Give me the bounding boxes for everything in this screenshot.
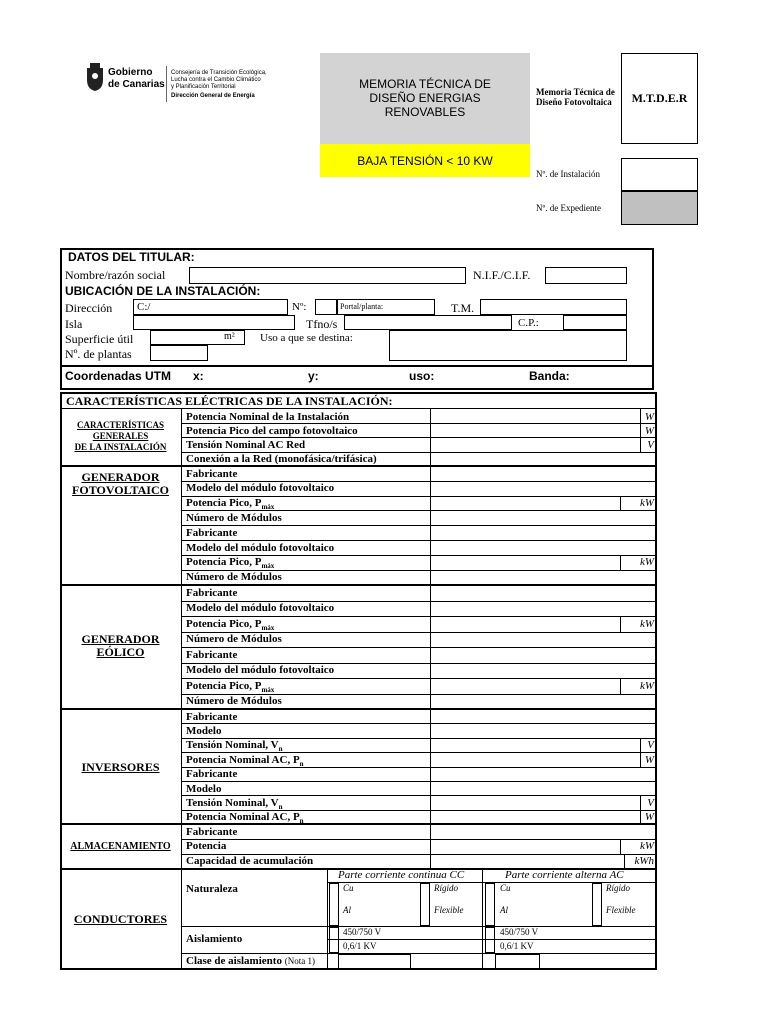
value-field[interactable]: [430, 601, 657, 617]
wind-label: GENERADOR EÓLICO: [81, 632, 160, 659]
row-label: Fabricante: [186, 768, 238, 781]
row-label: Fabricante: [186, 467, 238, 480]
row-label: Modelo del módulo fotovoltaico: [186, 482, 335, 495]
row-label: Potencia Nominal AC, $P_n$: [186, 753, 304, 768]
value-field[interactable]: [430, 525, 657, 540]
value-field[interactable]: [430, 481, 657, 496]
value-field[interactable]: [430, 752, 657, 766]
value-field[interactable]: [430, 585, 657, 601]
use-label: Uso a que se destina:: [260, 332, 353, 344]
dc-type-checkbox[interactable]: [420, 883, 430, 926]
row-label: Potencia: [186, 840, 227, 853]
unit-label: W: [644, 811, 654, 824]
name-field[interactable]: [189, 267, 466, 284]
unit-label: W: [644, 424, 654, 437]
nature-label: Naturaleza: [186, 883, 238, 895]
value-field[interactable]: [430, 854, 657, 869]
cp-field[interactable]: [563, 315, 627, 330]
row-label: Capacidad de acumulación: [186, 855, 314, 868]
phone-label: Tfno/s: [306, 317, 338, 331]
row-label: Fabricante: [186, 710, 238, 723]
holder-title: DATOS DEL TITULAR:: [68, 250, 195, 264]
row-label: Modelo: [186, 782, 222, 795]
dc-cu-label: Cu: [343, 883, 354, 893]
row-label: Potencia Pico, $P_{máx}$: [186, 497, 275, 512]
value-field[interactable]: [430, 678, 657, 694]
ac-material-checkbox[interactable]: [485, 883, 495, 926]
use-field[interactable]: [389, 330, 627, 361]
conductors-label: CONDUCTORES: [73, 912, 168, 926]
value-field[interactable]: [430, 510, 657, 525]
tm-label: T.M.: [451, 301, 475, 315]
title-line2: DISEÑO ENERGIAS: [369, 91, 481, 105]
value-field[interactable]: [430, 570, 657, 585]
ac-type-checkbox[interactable]: [592, 883, 602, 926]
row-label: Tensión Nominal, $V_n$: [186, 739, 283, 754]
name-label: Nombre/razón social: [65, 268, 166, 282]
ac-flexible-label: Flexible: [606, 905, 636, 915]
unit-label: kW: [639, 679, 654, 692]
dept-line3: y Planificación Territorial: [171, 84, 236, 90]
row-label: Fabricante: [186, 586, 238, 599]
dept-line2: Lucha contra el Cambio Climático: [171, 77, 261, 83]
unit-label: W: [644, 753, 654, 766]
ac-ins-450: 450/750 V: [500, 927, 539, 937]
number-label: Nº:: [292, 301, 307, 313]
title-line3: RENOVABLES: [384, 105, 466, 119]
class-label: Clase de aislamiento (Nota 1): [186, 955, 315, 967]
row-label: Potencia Nominal AC, $P_n$: [186, 811, 304, 826]
area-unit: m²: [224, 331, 235, 342]
unit-label: kW: [639, 556, 654, 569]
row-label: Potencia Pico, $P_{máx}$: [186, 556, 275, 571]
subtitle: BAJA TENSIÓN < 10 KW: [357, 154, 493, 168]
value-field[interactable]: [430, 555, 657, 570]
value-field[interactable]: [430, 738, 657, 752]
inverters-label: INVERSORES: [81, 760, 160, 774]
value-field[interactable]: [430, 409, 657, 423]
nif-label: N.I.F./C.I.F.: [473, 268, 531, 282]
dc-ins-450: 450/750 V: [343, 927, 382, 937]
row-label: Número de Módulos: [186, 695, 282, 707]
address-prefix: C:/: [137, 301, 151, 313]
value-field[interactable]: [430, 723, 657, 737]
island-label: Isla: [65, 317, 83, 331]
value-field[interactable]: [430, 781, 657, 795]
dc-material-checkbox[interactable]: [329, 883, 339, 926]
unit-label: W: [644, 410, 654, 423]
value-field[interactable]: [430, 452, 657, 466]
utm-band-label: Banda:: [529, 369, 570, 383]
logo-name-line1: Gobierno: [108, 67, 153, 78]
unit-label: kW: [639, 497, 654, 510]
pv-label: GENERADOR FOTOVOLTAICO: [72, 470, 169, 497]
dc-ins-06: 0,6/1 KV: [343, 941, 377, 951]
row-label: Modelo del módulo fotovoltaico: [186, 664, 335, 676]
row-label: Modelo del módulo fotovoltaico: [186, 602, 335, 614]
value-field[interactable]: [430, 423, 657, 437]
doc-label-line1: Memoria Técnica de: [536, 87, 615, 97]
doc-label-line2: Diseño Fotovoltaica: [536, 97, 612, 107]
value-field[interactable]: [430, 663, 657, 679]
unit-label: kWh: [634, 855, 654, 868]
code: M.T.D.E.R: [631, 91, 688, 105]
utm-y-label: y:: [308, 369, 319, 383]
electrical-title: CARACTERÍSTICAS ELÉCTRICAS DE LA INSTALACIÓN:: [66, 394, 393, 408]
value-field[interactable]: [430, 839, 657, 854]
tm-field[interactable]: [480, 299, 627, 315]
ac-al-label: Al: [500, 905, 508, 915]
dc-insulation-checkbox[interactable]: [329, 927, 339, 953]
address-label: Dirección: [65, 301, 113, 315]
floors-field[interactable]: [150, 345, 208, 361]
ac-header: Parte corriente alterna AC: [505, 869, 624, 881]
nif-field[interactable]: [545, 267, 627, 284]
row-label: Fabricante: [186, 526, 238, 539]
unit-label: kW: [639, 617, 654, 630]
utm-zone-label: uso:: [409, 369, 435, 383]
dc-al-label: Al: [343, 905, 351, 915]
ac-insulation-checkbox[interactable]: [485, 927, 495, 953]
value-field[interactable]: [430, 767, 657, 781]
ac-rigid-label: Rígido: [606, 883, 630, 893]
number-field[interactable]: [315, 299, 337, 315]
ac-cu-label: Cu: [500, 883, 511, 893]
row-label: Número de Módulos: [186, 633, 282, 645]
island-field[interactable]: [133, 315, 295, 330]
row-label: Número de Módulos: [186, 571, 282, 584]
location-title: UBICACIÓN DE LA INSTALACIÓN:: [65, 284, 261, 298]
value-field[interactable]: [430, 824, 657, 839]
phone-field[interactable]: [344, 315, 512, 330]
dc-flexible-label: Flexible: [434, 905, 464, 915]
value-field[interactable]: [430, 616, 657, 632]
portal-label: Portal/planta:: [340, 302, 384, 311]
unit-label: V: [647, 796, 654, 809]
row-label: Modelo del módulo fotovoltaico: [186, 541, 335, 554]
value-field[interactable]: [430, 647, 657, 663]
installation-no-field[interactable]: [621, 158, 698, 191]
ac-ins-06: 0,6/1 KV: [500, 941, 534, 951]
ac-class-field[interactable]: [495, 954, 540, 969]
row-label: Modelo: [186, 724, 222, 737]
value-field[interactable]: [430, 795, 657, 809]
area-label: Superficie útil: [65, 332, 134, 346]
value-field[interactable]: [430, 540, 657, 555]
row-label: Potencia Pico, $P_{máx}$: [186, 679, 275, 694]
unit-label: V: [647, 438, 654, 451]
row-label: Potencia Pico, $P_{máx}$: [186, 617, 275, 632]
value-field[interactable]: [430, 437, 657, 451]
file-no-label: Nº. de Expediente: [536, 203, 602, 213]
utm-label: Coordenadas UTM: [65, 369, 172, 383]
row-label: Potencia Pico del campo fotovoltaico: [186, 424, 358, 437]
row-label: Potencia Nominal de la Instalación: [186, 410, 350, 423]
row-label: Conexión a la Red (monofásica/trifásica): [186, 453, 377, 466]
coat-of-arms-icon: [84, 62, 106, 92]
value-field[interactable]: [430, 466, 657, 481]
value-field[interactable]: [430, 496, 657, 511]
gobierno-canarias-logo: [84, 62, 106, 92]
value-field[interactable]: [430, 632, 657, 648]
storage-label: ALMACENAMIENTO: [70, 841, 171, 852]
row-label: Fabricante: [186, 825, 238, 838]
floors-label: Nº. de plantas: [65, 347, 132, 361]
cp-label: C.P.:: [518, 317, 539, 329]
file-no-field: [621, 191, 698, 225]
row-label: Tensión Nominal, $V_n$: [186, 796, 283, 812]
dc-rigid-label: Rígido: [434, 883, 458, 893]
logo-name-line2: de Canarias: [108, 79, 165, 90]
value-field[interactable]: [430, 709, 657, 723]
unit-label: V: [647, 739, 654, 752]
address-field[interactable]: [133, 299, 288, 315]
title-line1: MEMORIA TÉCNICA DE: [359, 77, 491, 91]
row-label: Fabricante: [186, 648, 238, 661]
insulation-label: Aislamiento: [186, 933, 243, 945]
row-label: Número de Módulos: [186, 511, 282, 524]
unit-label: kW: [639, 840, 654, 853]
general-label: CARACTERÍSTICAS GENERALES DE LA INSTALACIÓN: [74, 420, 167, 452]
dept-line4: Dirección General de Energía: [171, 93, 255, 99]
dept-line1: Consejería de Transición Ecológica,: [171, 70, 267, 76]
row-label: Tensión Nominal AC Red: [186, 438, 306, 451]
installation-no-label: Nº. de Instalación: [536, 169, 601, 179]
value-field[interactable]: [430, 694, 657, 710]
dc-class-field[interactable]: [338, 954, 411, 969]
dc-header: Parte corriente continua CC: [338, 869, 465, 881]
utm-x-label: x:: [193, 369, 204, 383]
